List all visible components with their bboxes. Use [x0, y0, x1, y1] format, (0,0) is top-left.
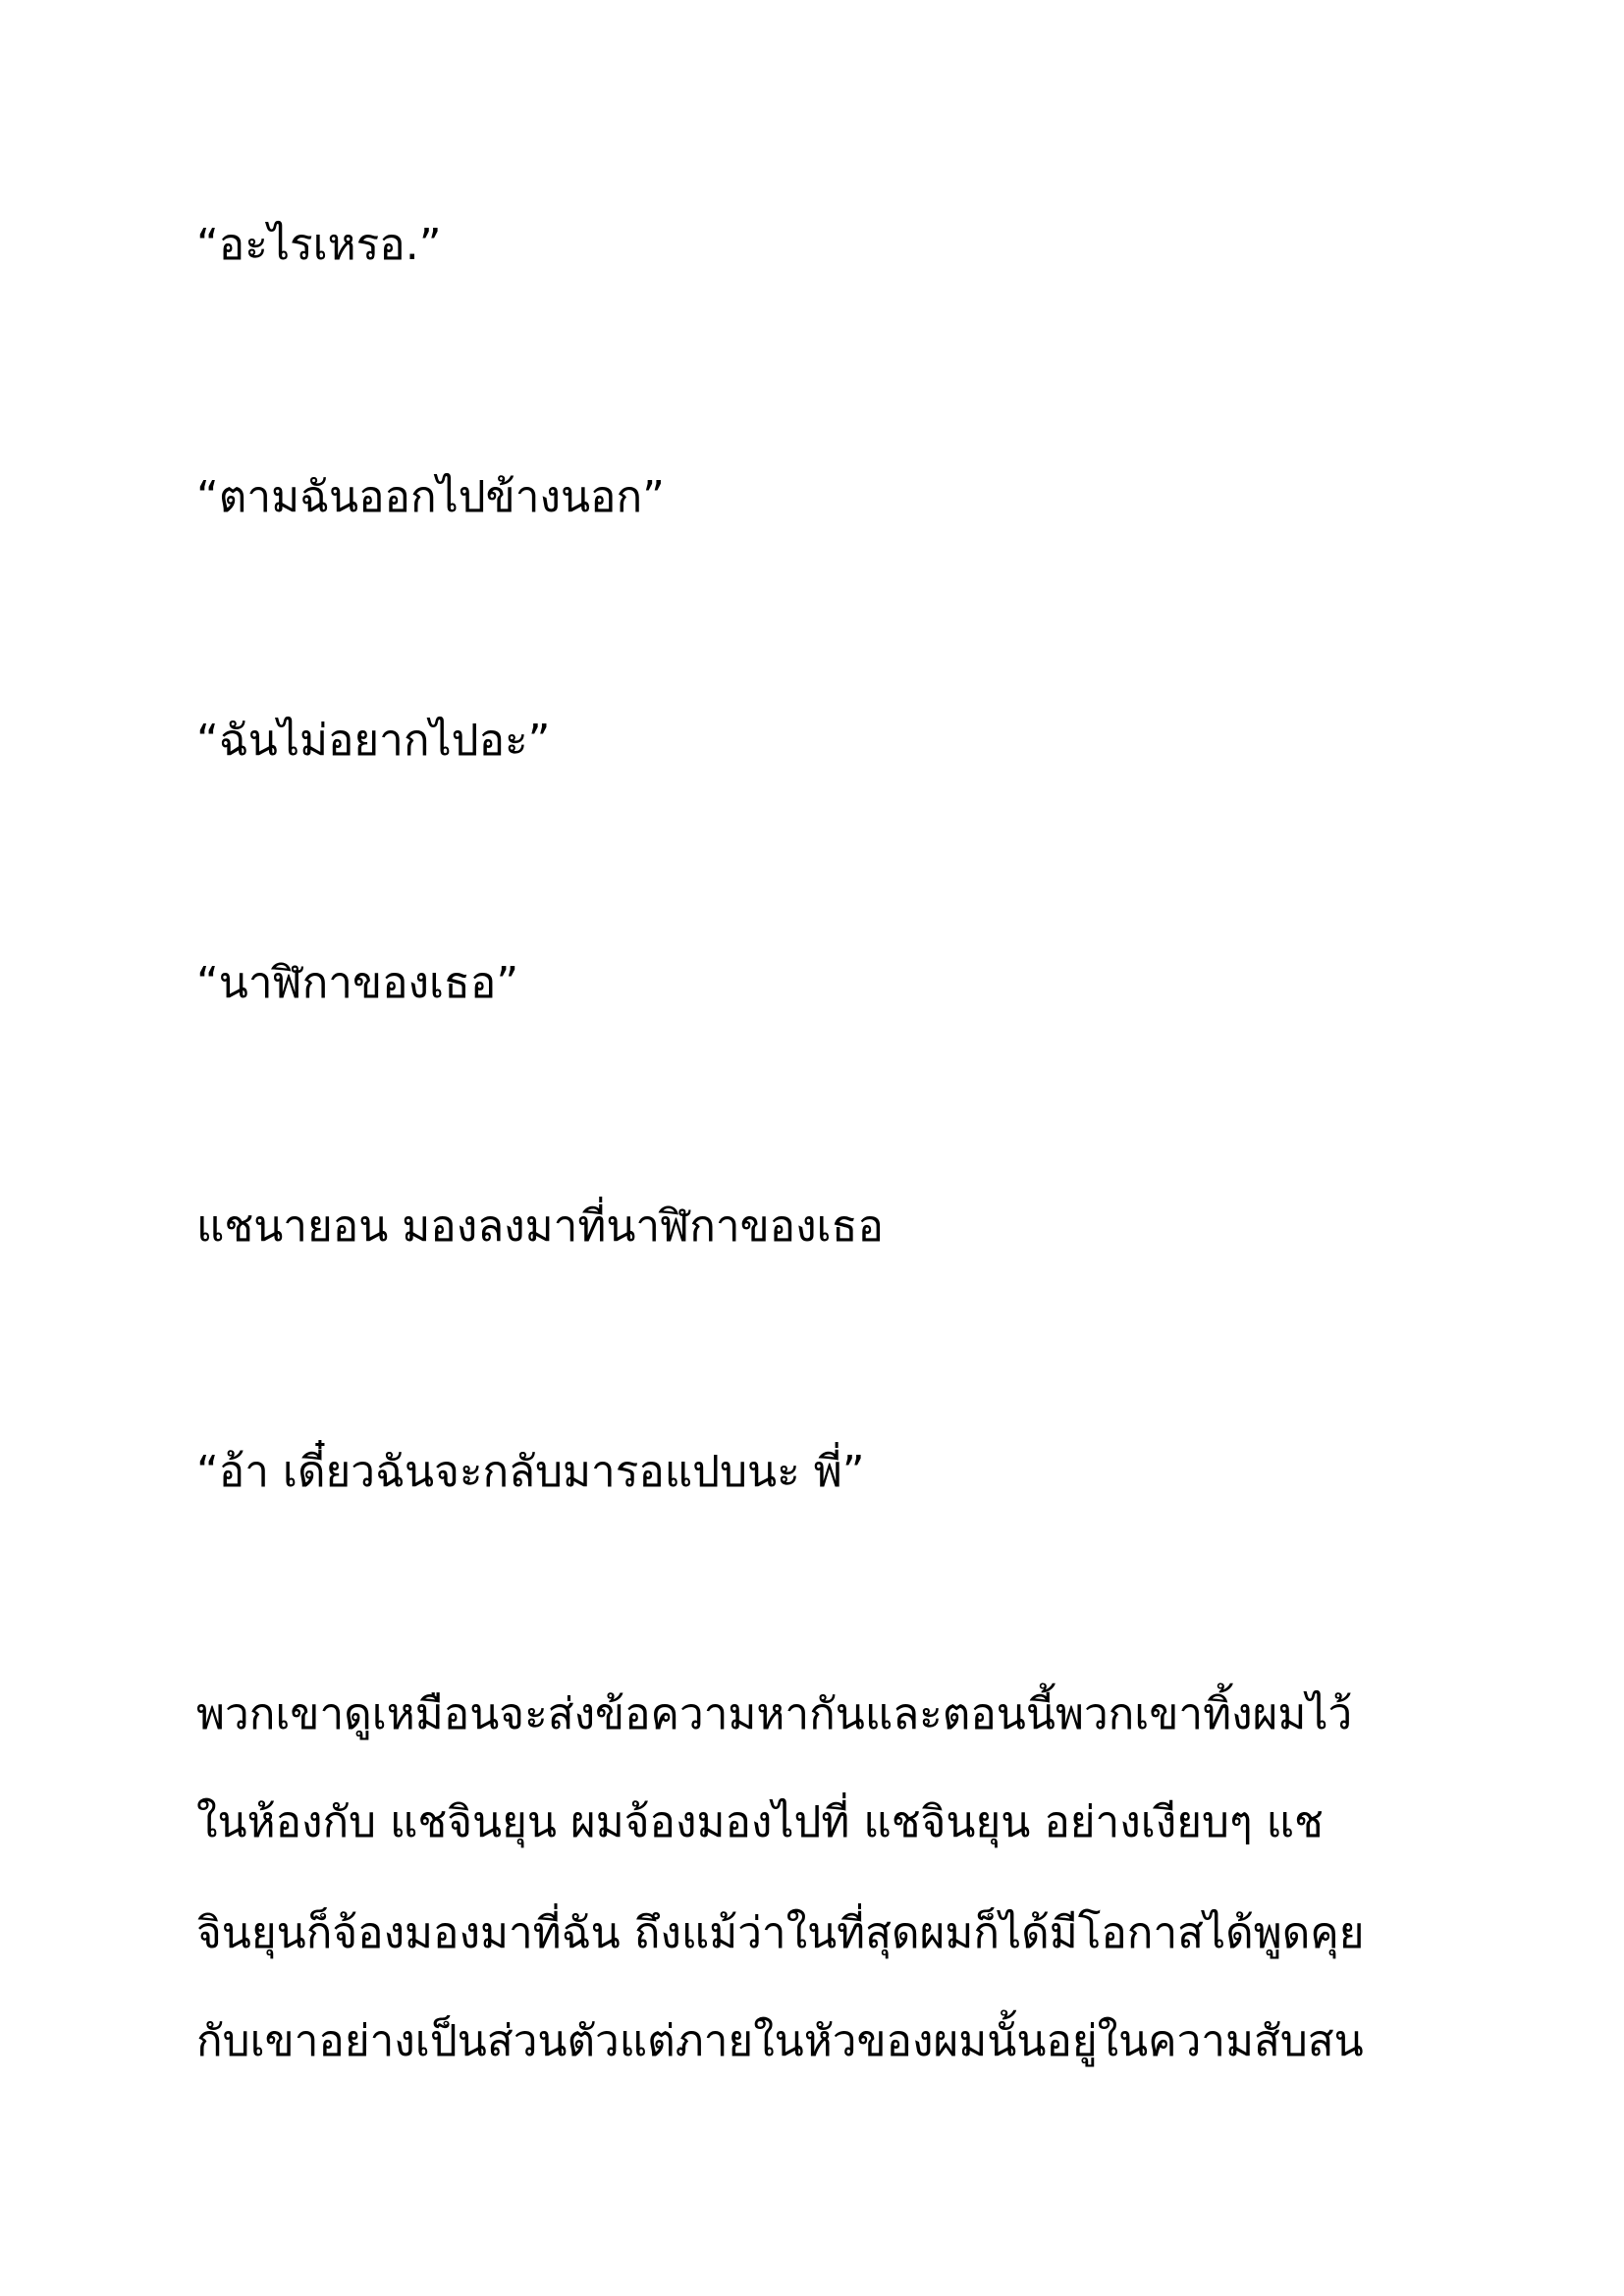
dialogue-line: “อะไรเหรอ.” [196, 220, 442, 270]
paragraph-line: จินยุนก็จ้องมองมาที่ฉัน ถึงแม้ว่าในที่สุดผมก็ได้มีโอกาสได้พูดคุย [196, 1908, 1365, 1958]
paragraph-line: พวกเขาดูเหมือนจะส่งข้อความหากันและตอนนี้พวกเขาทิ้งผมไว้ [196, 1689, 1353, 1739]
narration-line: แชนายอน มองลงมาที่นาฬิกาของเธอ [196, 1201, 884, 1252]
dialogue-line: “ตามฉันออกไปข้างนอก” [196, 472, 665, 522]
dialogue-line: “อ้า เดี๋ยวฉันจะกลับมารอแปบนะ พี่” [196, 1447, 865, 1497]
dialogue-line: “นาฬิกาของเธอ” [196, 958, 519, 1008]
paragraph-line: กับเขาอย่างเป็นส่วนตัวแต่ภายในหัวของผมนั้นอยู่ในความสับสน [196, 2016, 1364, 2066]
paragraph-line: ในห้องกับ แชจินยุน ผมจ้องมองไปที่ แชจินยุน อย่างเงียบๆ แช [196, 1797, 1324, 1847]
dialogue-line: “ฉันไม่อยากไปอะ” [196, 716, 551, 766]
